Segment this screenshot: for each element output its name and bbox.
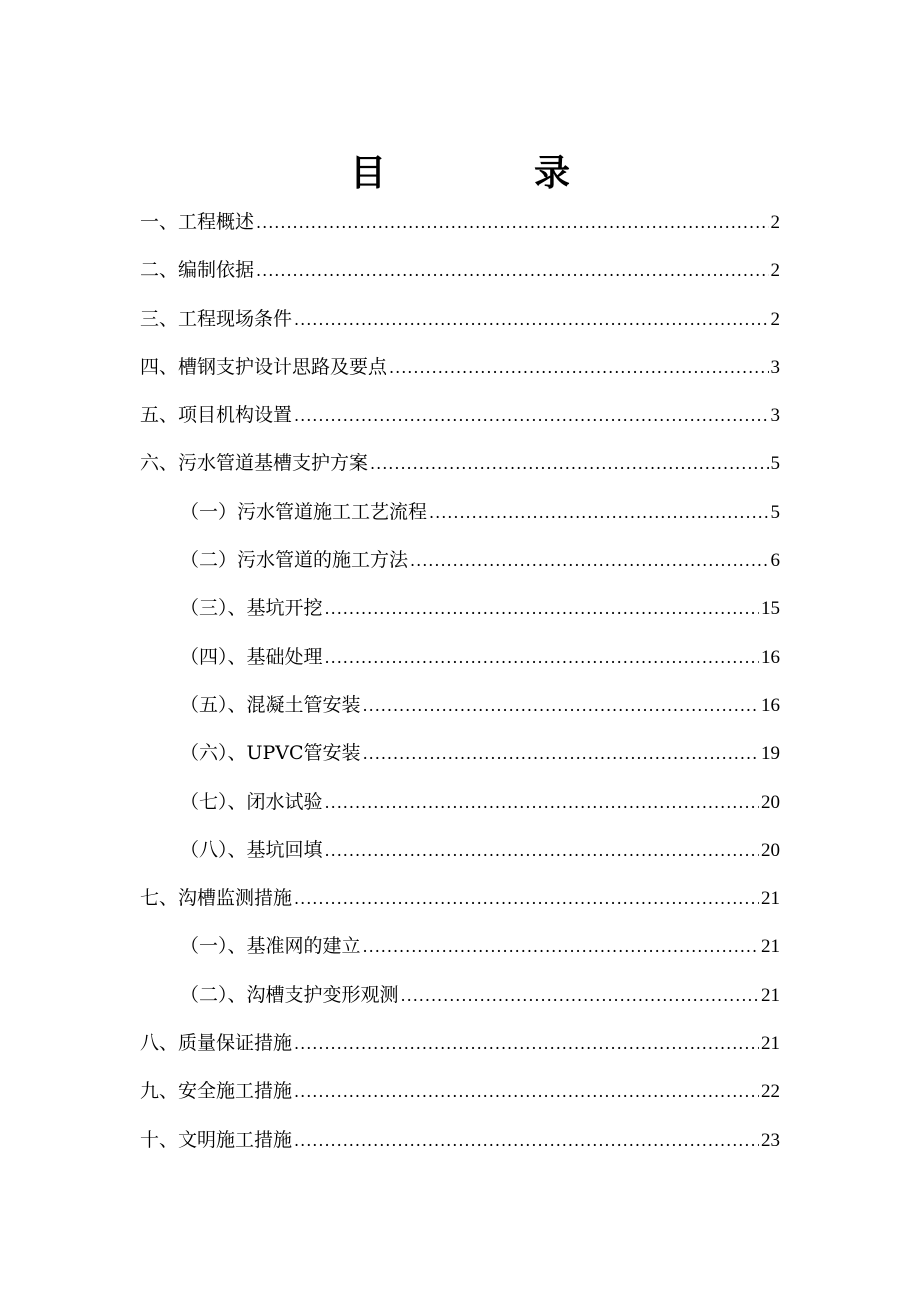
toc-entry-page: 16 <box>761 694 780 716</box>
toc-entry-page: 15 <box>761 598 780 620</box>
toc-leader-dots <box>294 1117 759 1165</box>
toc-leader-dots <box>429 489 768 537</box>
toc-entry-page: 2 <box>770 260 780 282</box>
toc-entry-label: 四、槽钢支护设计思路及要点 <box>140 355 388 378</box>
toc-entry-label: （二）污水管道的施工方法 <box>180 549 409 572</box>
toc-entry-label: （五）、混凝土管安装 <box>180 693 361 716</box>
toc-leader-dots <box>256 247 768 295</box>
toc-entry[interactable] <box>140 391 780 439</box>
toc-leader-dots <box>325 779 759 827</box>
toc-entry-page: 5 <box>770 453 780 475</box>
toc-leader-dots <box>401 972 759 1020</box>
toc-subentry[interactable] <box>140 536 780 584</box>
toc-leader-dots <box>370 440 768 488</box>
toc-entry-page: 21 <box>761 1033 780 1055</box>
toc-entry[interactable] <box>140 1067 780 1115</box>
toc-subentry[interactable] <box>140 971 780 1019</box>
toc-leader-dots <box>294 1020 759 1068</box>
toc-leader-dots <box>256 199 768 247</box>
toc-subentry[interactable] <box>140 681 780 729</box>
toc-leader-dots <box>325 827 759 875</box>
toc-entry[interactable] <box>140 874 780 922</box>
toc-subentry[interactable] <box>140 922 780 970</box>
toc-leader-dots <box>363 923 759 971</box>
toc-subentry[interactable] <box>140 488 780 536</box>
toc-leader-dots <box>363 730 759 778</box>
toc-leader-dots <box>325 634 759 682</box>
toc-entry[interactable] <box>140 1116 780 1164</box>
toc-entry-page: 3 <box>770 356 780 378</box>
toc-entry-page: 6 <box>770 550 780 572</box>
toc-leader-dots <box>294 875 759 923</box>
toc-subentry[interactable] <box>140 729 780 777</box>
toc-entry[interactable] <box>140 295 780 343</box>
toc-entry-label: （六）、UPVC管安装 <box>180 742 361 765</box>
toc-entry-label: （二）、沟槽支护变形观测 <box>180 983 399 1006</box>
toc-leader-dots <box>294 296 768 344</box>
toc-entry-page: 22 <box>761 1081 780 1103</box>
toc-entry-label: （一）污水管道施工工艺流程 <box>180 500 428 523</box>
toc-entry-label: 七、沟槽监测措施 <box>140 887 293 910</box>
toc-entry-label: 一、工程概述 <box>140 211 255 233</box>
toc-leader-dots <box>294 392 768 440</box>
toc-entry-label: 三、工程现场条件 <box>140 307 293 330</box>
toc-entry-page: 21 <box>761 888 780 910</box>
toc-entry-page: 3 <box>770 405 780 427</box>
toc-title: 目 录 <box>349 152 626 194</box>
toc-entry[interactable] <box>140 343 780 391</box>
toc-entry-page: 21 <box>761 984 780 1006</box>
toc-entry-label: （三）、基坑开挖 <box>180 597 323 620</box>
toc-subentry[interactable] <box>140 584 780 632</box>
toc-entry-label: 六、污水管道基槽支护方案 <box>140 452 369 475</box>
toc-entry-label: （八）、基坑回填 <box>180 838 323 861</box>
toc-leader-dots <box>389 344 768 392</box>
toc-entry-page: 16 <box>761 646 780 668</box>
toc-entry-label: （七）、闭水试验 <box>180 790 323 813</box>
toc-entry-page: 20 <box>761 791 780 813</box>
toc-leader-dots <box>363 682 759 730</box>
toc-leader-dots <box>294 1068 759 1116</box>
toc-entry-label: 五、项目机构设置 <box>140 404 293 427</box>
toc-entry-page: 5 <box>770 501 780 523</box>
toc-entry-label: 九、安全施工措施 <box>140 1080 293 1103</box>
toc-entry-label: （一）、基准网的建立 <box>180 935 361 958</box>
table-of-contents <box>140 198 780 1164</box>
toc-entry-label: 八、质量保证措施 <box>140 1032 293 1055</box>
toc-entry[interactable] <box>140 1019 780 1067</box>
toc-entry-label: （四）、基础处理 <box>180 645 323 668</box>
toc-entry-page: 21 <box>761 936 780 958</box>
toc-entry[interactable] <box>140 246 780 294</box>
toc-entry-page: 20 <box>761 839 780 861</box>
toc-subentry[interactable] <box>140 778 780 826</box>
toc-leader-dots <box>325 585 759 633</box>
toc-entry-page: 2 <box>770 308 780 330</box>
toc-entry-label: 十、文明施工措施 <box>140 1128 293 1151</box>
toc-leader-dots <box>410 537 768 585</box>
toc-entry[interactable] <box>140 198 780 246</box>
toc-entry-page: 2 <box>770 212 780 233</box>
toc-entry-page: 23 <box>761 1129 780 1151</box>
toc-subentry[interactable] <box>140 826 780 874</box>
toc-entry-label: 二、编制依据 <box>140 259 255 282</box>
toc-entry-page: 19 <box>761 743 780 765</box>
toc-subentry[interactable] <box>140 633 780 681</box>
toc-entry[interactable] <box>140 439 780 487</box>
